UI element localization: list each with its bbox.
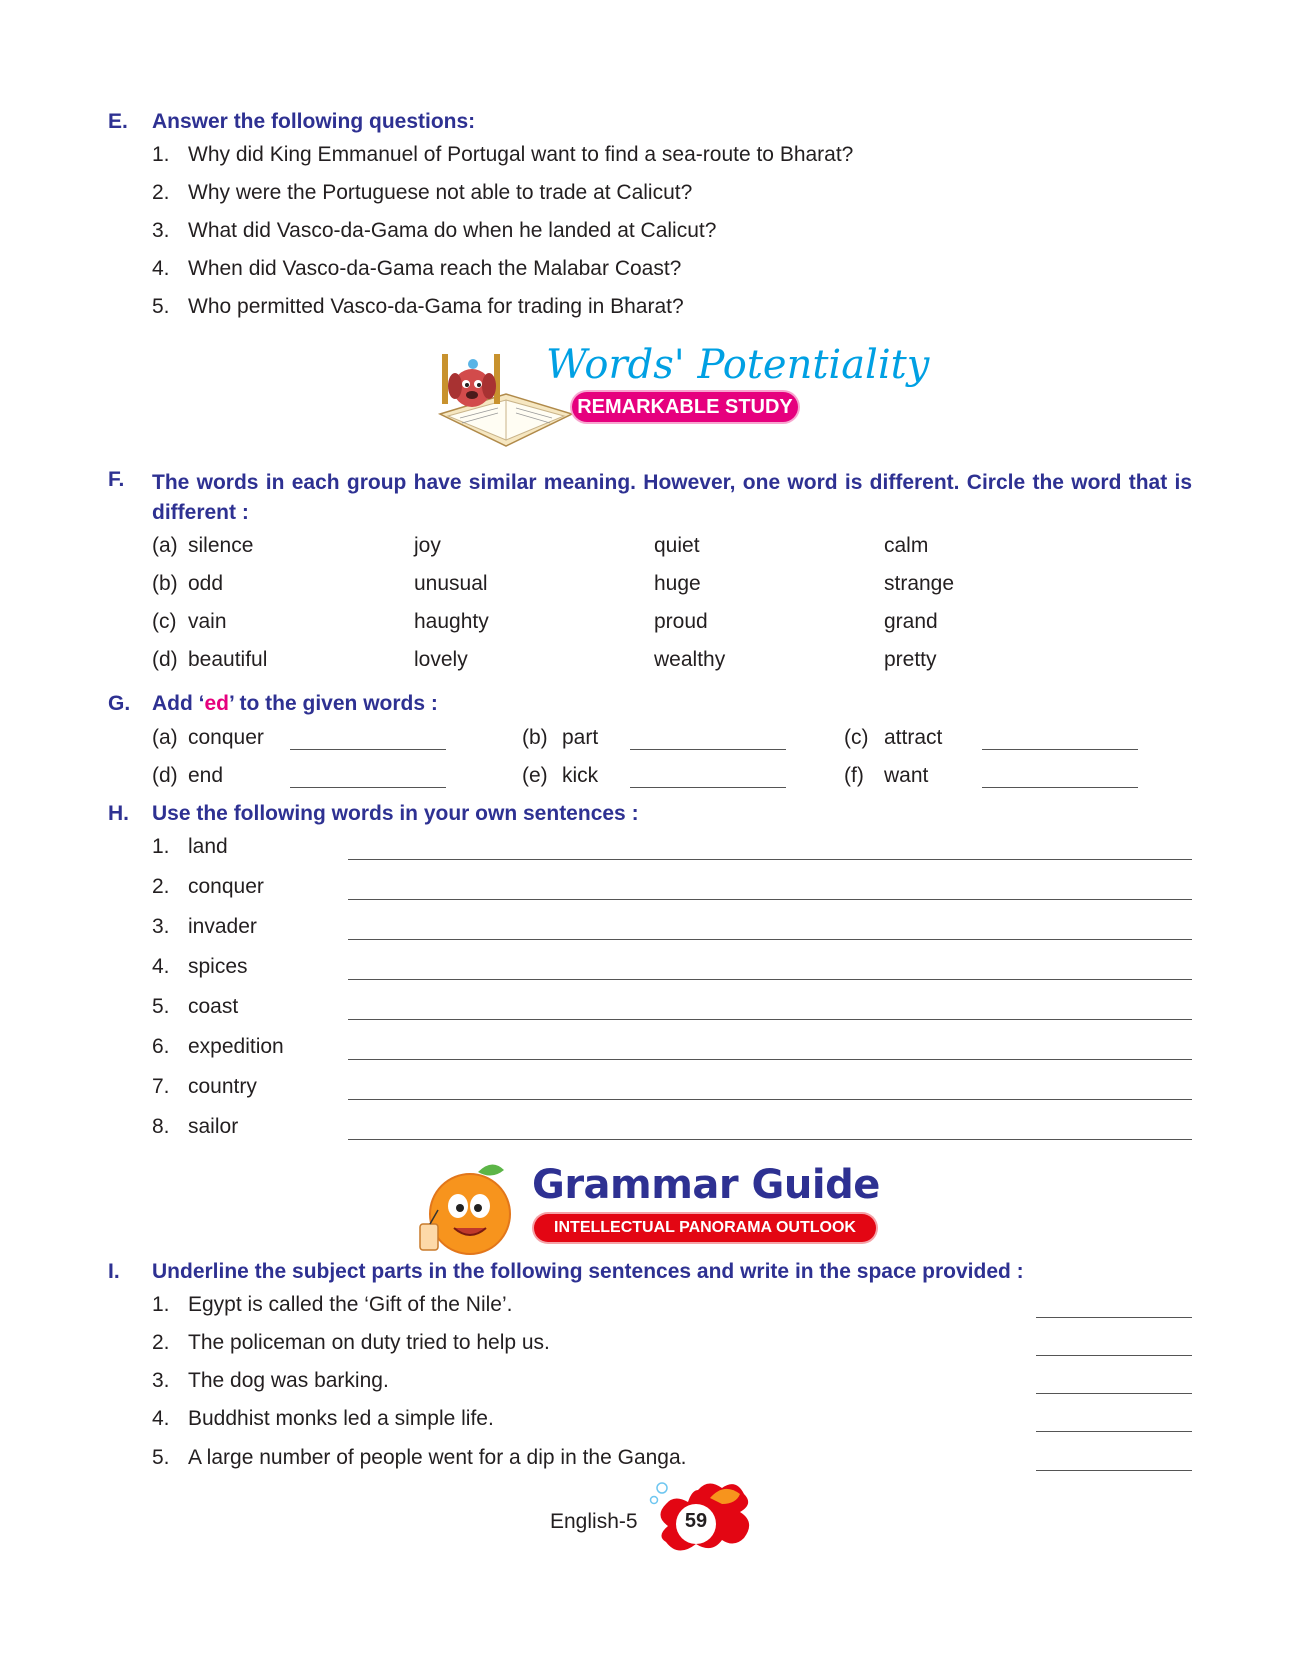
sentence-line[interactable] bbox=[348, 1059, 1192, 1060]
item-number: 5. bbox=[152, 295, 170, 318]
grammar-guide-banner bbox=[416, 1160, 886, 1260]
section-g-title bbox=[152, 692, 438, 716]
item-number: 2. bbox=[152, 181, 170, 204]
list-item bbox=[152, 1032, 1192, 1062]
item-number: 1. bbox=[152, 1293, 170, 1316]
sentence-line[interactable] bbox=[348, 1099, 1192, 1100]
item-number: 4. bbox=[152, 1407, 170, 1430]
group-label: (d) bbox=[152, 648, 178, 671]
banner-title: Grammar Guide bbox=[532, 1162, 880, 1208]
item-number: 5. bbox=[152, 1446, 170, 1469]
list-item bbox=[152, 1072, 1192, 1102]
sentence-line[interactable] bbox=[348, 1139, 1192, 1140]
question-text: When did Vasco-da-Gama reach the Malabar Coast? bbox=[188, 257, 682, 280]
vocab-word: coast bbox=[188, 995, 239, 1018]
sentence-text: Egypt is called the ‘Gift of the Nile’. bbox=[188, 1293, 513, 1316]
answer-blank[interactable] bbox=[982, 749, 1138, 750]
sentence-text: The policeman on duty tried to help us. bbox=[188, 1331, 550, 1354]
word-option[interactable]: grand bbox=[884, 610, 938, 633]
section-g-letter: G. bbox=[108, 692, 131, 715]
word-option[interactable]: joy bbox=[414, 534, 441, 557]
list-item bbox=[152, 832, 1192, 862]
item-label: (e) bbox=[522, 764, 548, 787]
word-option[interactable]: beautiful bbox=[188, 648, 268, 671]
item-number: 2. bbox=[152, 1331, 170, 1354]
sentence-line[interactable] bbox=[348, 979, 1192, 980]
sentence-text: The dog was barking. bbox=[188, 1369, 389, 1392]
section-i-title: Underline the subject parts in the following sentences and write in the space provided : bbox=[152, 1260, 1024, 1283]
answer-blank[interactable] bbox=[1036, 1355, 1192, 1356]
word-option[interactable]: vain bbox=[188, 610, 227, 633]
answer-blank[interactable] bbox=[630, 787, 786, 788]
list-item bbox=[152, 992, 1192, 1022]
answer-blank[interactable] bbox=[630, 749, 786, 750]
base-word: want bbox=[884, 764, 929, 787]
answer-blank[interactable] bbox=[1036, 1317, 1192, 1318]
word-group-row bbox=[152, 607, 1152, 637]
vocab-word: expedition bbox=[188, 1035, 284, 1058]
fill-row bbox=[152, 723, 1152, 753]
word-option[interactable]: lovely bbox=[414, 648, 468, 671]
group-label: (b) bbox=[152, 572, 178, 595]
vocab-word: invader bbox=[188, 915, 257, 938]
word-option[interactable]: calm bbox=[884, 534, 929, 557]
section-f-letter: F. bbox=[108, 468, 125, 491]
vocab-word: sailor bbox=[188, 1115, 239, 1138]
list-item bbox=[152, 1328, 1192, 1358]
section-f-title: The words in each group have similar meaning. However, one word is different. Circle the word that is different : bbox=[152, 471, 1192, 524]
sentence-line[interactable] bbox=[348, 899, 1192, 900]
word-group-row bbox=[152, 531, 1152, 561]
banner-title: Words' Potentiality bbox=[546, 342, 930, 388]
word-option[interactable]: odd bbox=[188, 572, 224, 595]
answer-blank[interactable] bbox=[1036, 1393, 1192, 1394]
title-pre: Add ‘ bbox=[152, 692, 205, 715]
question-text: Why did King Emmanuel of Portugal want to find a sea-route to Bharat? bbox=[188, 143, 854, 166]
list-item bbox=[152, 1443, 1192, 1473]
book-title: English-5 bbox=[550, 1510, 638, 1533]
fill-row bbox=[152, 761, 1152, 791]
item-label: (a) bbox=[152, 726, 178, 749]
section-e-title: Answer the following questions: bbox=[152, 110, 476, 133]
vocab-word: country bbox=[188, 1075, 257, 1098]
word-option[interactable]: quiet bbox=[654, 534, 700, 557]
sentence-line[interactable] bbox=[348, 939, 1192, 940]
group-label: (c) bbox=[152, 610, 177, 633]
list-item bbox=[152, 1404, 1192, 1434]
answer-blank[interactable] bbox=[1036, 1431, 1192, 1432]
word-group-row bbox=[152, 569, 1152, 599]
word-option[interactable]: proud bbox=[654, 610, 708, 633]
word-option[interactable]: silence bbox=[188, 534, 254, 557]
list-item bbox=[152, 1290, 1192, 1320]
group-label: (a) bbox=[152, 534, 178, 557]
orange-mascot-icon bbox=[416, 1160, 526, 1260]
item-number: 3. bbox=[152, 915, 170, 938]
list-item bbox=[152, 952, 1192, 982]
question-text: What did Vasco-da-Gama do when he landed at Calicut? bbox=[188, 219, 717, 242]
base-word: part bbox=[562, 726, 599, 749]
item-number: 4. bbox=[152, 955, 170, 978]
item-label: (b) bbox=[522, 726, 548, 749]
sentence-line[interactable] bbox=[348, 1019, 1192, 1020]
words-potentiality-banner bbox=[436, 342, 930, 450]
word-option[interactable]: pretty bbox=[884, 648, 937, 671]
item-number: 3. bbox=[152, 1369, 170, 1392]
answer-blank[interactable] bbox=[290, 787, 446, 788]
item-label: (f) bbox=[844, 764, 864, 787]
section-e-letter: E. bbox=[108, 110, 128, 133]
question-text: Why were the Portuguese not able to trade at Calicut? bbox=[188, 181, 693, 204]
item-number: 5. bbox=[152, 995, 170, 1018]
word-option[interactable]: huge bbox=[654, 572, 701, 595]
item-number: 3. bbox=[152, 219, 170, 242]
word-option[interactable]: strange bbox=[884, 572, 955, 595]
item-number: 1. bbox=[152, 143, 170, 166]
item-number: 7. bbox=[152, 1075, 170, 1098]
answer-blank[interactable] bbox=[1036, 1470, 1192, 1471]
sentence-text: Buddhist monks led a simple life. bbox=[188, 1407, 494, 1430]
vocab-word: conquer bbox=[188, 875, 264, 898]
base-word: kick bbox=[562, 764, 599, 787]
item-label: (c) bbox=[844, 726, 869, 749]
section-h-title: Use the following words in your own sentences : bbox=[152, 802, 639, 825]
sentence-line[interactable] bbox=[348, 859, 1192, 860]
word-option[interactable]: haughty bbox=[414, 610, 489, 633]
item-number: 2. bbox=[152, 875, 170, 898]
list-item bbox=[152, 872, 1192, 902]
vocab-word: spices bbox=[188, 955, 248, 978]
sentence-text: A large number of people went for a dip in the Ganga. bbox=[188, 1446, 687, 1469]
item-number: 1. bbox=[152, 835, 170, 858]
base-word: end bbox=[188, 764, 224, 787]
item-number: 8. bbox=[152, 1115, 170, 1138]
answer-blank[interactable] bbox=[982, 787, 1138, 788]
page-number: 59 bbox=[684, 1510, 708, 1532]
answer-blank[interactable] bbox=[290, 749, 446, 750]
base-word: conquer bbox=[188, 726, 264, 749]
banner-subtitle: INTELLECTUAL PANORAMA OUTLOOK bbox=[534, 1214, 876, 1242]
title-highlight: ed bbox=[204, 692, 230, 715]
question-text: Who permitted Vasco-da-Gama for trading in Bharat? bbox=[188, 295, 684, 318]
list-item bbox=[152, 1112, 1192, 1142]
item-label: (d) bbox=[152, 764, 178, 787]
item-number: 4. bbox=[152, 257, 170, 280]
section-i-letter: I. bbox=[108, 1260, 120, 1283]
word-group-row bbox=[152, 645, 1152, 675]
vocab-word: land bbox=[188, 835, 228, 858]
base-word: attract bbox=[884, 726, 943, 749]
list-item bbox=[152, 912, 1192, 942]
word-option[interactable]: wealthy bbox=[654, 648, 726, 671]
banner-subtitle: REMARKABLE STUDY bbox=[572, 392, 798, 422]
section-h-letter: H. bbox=[108, 802, 129, 825]
word-option[interactable]: unusual bbox=[414, 572, 488, 595]
item-number: 6. bbox=[152, 1035, 170, 1058]
title-post: ’ to the given words : bbox=[229, 692, 438, 715]
list-item bbox=[152, 1366, 1192, 1396]
